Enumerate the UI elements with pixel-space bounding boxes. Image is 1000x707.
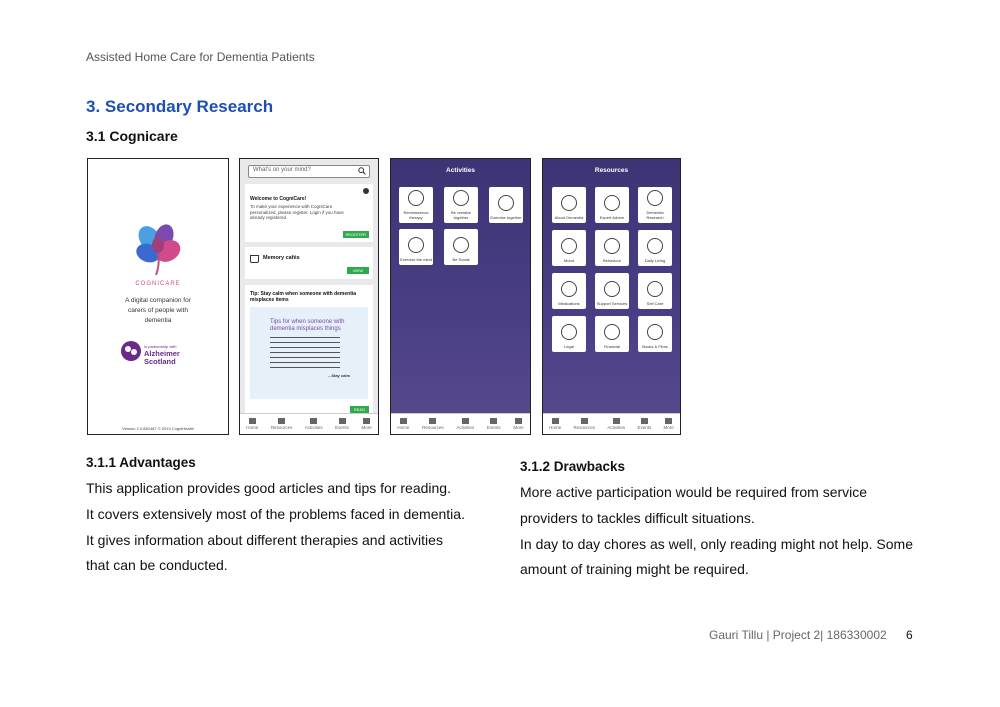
screenshot-home: [239, 158, 379, 435]
menu-icon: [515, 418, 522, 424]
walker-icon: [498, 195, 514, 211]
book-icon: [429, 418, 436, 424]
partner-prefix: in partnership with: [144, 344, 177, 349]
nav-resources[interactable]: Resources: [271, 418, 293, 430]
tip-bullet-lines: [270, 337, 340, 371]
view-button[interactable]: VIEW: [347, 267, 369, 274]
section-title: 3. Secondary Research: [86, 97, 274, 116]
page-number: 6: [906, 628, 913, 642]
building-icon: [604, 281, 620, 297]
nav-activities[interactable]: Activities: [456, 418, 474, 430]
tile-exercise-mind[interactable]: Exercise the mind: [399, 229, 433, 265]
gavel-icon: [561, 324, 577, 340]
research-icon: [647, 190, 663, 206]
screenshot-splash: [87, 158, 229, 435]
tile-be-social[interactable]: Be Social: [444, 229, 478, 265]
tile-exercise[interactable]: Exercise together: [489, 187, 523, 223]
tile-books-films[interactable]: Books & Films: [638, 316, 672, 352]
tile-behaviour[interactable]: Behaviour: [595, 230, 629, 266]
nav-events[interactable]: Events: [335, 418, 349, 430]
tile-support-services[interactable]: Support Services: [595, 273, 629, 309]
nav-resources[interactable]: Resources: [422, 418, 444, 430]
calendar-icon: [339, 418, 346, 424]
tile-reminiscence[interactable]: Reminiscence therapy: [399, 187, 433, 223]
home-icon: [552, 418, 559, 424]
tile-mood[interactable]: Mood: [552, 230, 586, 266]
hands-icon: [647, 281, 663, 297]
nav-activities[interactable]: Activities: [607, 418, 625, 430]
search-icon: [358, 167, 366, 175]
head-icon: [408, 190, 424, 206]
section-subtitle: 3.1 Cognicare: [86, 128, 178, 144]
activities-icon: [462, 418, 469, 424]
brain-icon: [408, 237, 424, 253]
partner-name: Alzheimer Scotland: [144, 349, 180, 366]
running-header: Assisted Home Care for Dementia Patients: [86, 50, 315, 64]
home-icon: [400, 418, 407, 424]
tile-daily-living[interactable]: Daily Living: [638, 230, 672, 266]
tile-medications[interactable]: Medications: [552, 273, 586, 309]
info-icon: [363, 188, 369, 194]
palette-icon: [453, 190, 469, 206]
behaviour-icon: [604, 238, 620, 254]
cognicare-logo-icon: [128, 219, 188, 279]
drawbacks-text: More active participation would be required from service providers to tackles difficult situations. In day to day chores as well, only reading might not help. Some amount of training might be required.: [520, 484, 913, 578]
advantages-heading: 3.1.1 Advantages: [86, 455, 196, 470]
drawbacks-heading: 3.1.2 Drawbacks: [520, 459, 626, 474]
book-icon: [581, 418, 588, 424]
screenshot-activities: [390, 158, 531, 435]
nav-activities[interactable]: Activities: [305, 418, 323, 430]
tagline: A digital companion for carers of people with dementia: [125, 297, 191, 324]
advantages-text: This application provides good articles and tips for reading. It covers extensively most of the problems faced in dementia. It gives information about different therapies and activities that can be conducted.: [86, 480, 465, 574]
alzheimer-scotland-logo-icon: [120, 339, 142, 363]
activities-icon: [310, 418, 317, 424]
footer-text: Gauri Tillu | Project 2| 186330002: [709, 628, 887, 642]
calendar-icon: [490, 418, 497, 424]
nav-more[interactable]: More: [513, 418, 523, 430]
nav-home[interactable]: Home: [246, 418, 258, 430]
nav-more[interactable]: More: [361, 418, 371, 430]
tile-expert-advice[interactable]: Expert Advice: [595, 187, 629, 223]
doctor-icon: [604, 195, 620, 211]
search-input[interactable]: What's on your mind?: [248, 165, 370, 178]
pills-icon: [561, 281, 577, 297]
tile-legal[interactable]: Legal: [552, 316, 586, 352]
nav-home[interactable]: Home: [549, 418, 561, 430]
chart-icon: [604, 324, 620, 340]
screenshot-resources: [542, 158, 681, 435]
calendar-icon: [641, 418, 648, 424]
brain-icon: [561, 195, 577, 211]
tip-illustration: Tips for when someone with dementia misplaces things ...Stay calm: [250, 307, 368, 399]
people-icon: [453, 237, 469, 253]
tile-dementia-research[interactable]: Dementia Research: [638, 187, 672, 223]
nav-events[interactable]: Events: [637, 418, 651, 430]
version-text: Version 2.0.882487 © 2019 CogniHealth: [122, 426, 194, 431]
menu-icon: [665, 418, 672, 424]
book-icon: [278, 418, 285, 424]
film-icon: [647, 324, 663, 340]
nav-events[interactable]: Events: [487, 418, 501, 430]
tile-be-creative[interactable]: Be creative together: [444, 187, 478, 223]
tile-about-dementia[interactable]: About Dementia: [552, 187, 586, 223]
read-button[interactable]: READ: [350, 406, 369, 413]
activities-icon: [613, 418, 620, 424]
nav-more[interactable]: More: [664, 418, 674, 430]
house-icon: [647, 238, 663, 254]
mood-icon: [561, 238, 577, 254]
bottom-nav: [240, 413, 378, 434]
memory-cafes-card: Memory cafés VIEW: [245, 247, 373, 279]
tile-financial[interactable]: Financial: [595, 316, 629, 352]
resources-title: Resources: [594, 167, 629, 174]
tile-self-care[interactable]: Self Care: [638, 273, 672, 309]
nav-resources[interactable]: Resources: [574, 418, 596, 430]
home-icon: [249, 418, 256, 424]
bottom-nav: [543, 413, 680, 434]
cup-icon: [250, 255, 259, 263]
welcome-card: Welcome to CogniCare! To make your experience with CogniCare personalized, please register. Login if you have already registered. REGISTER: [245, 184, 373, 242]
activities-title: Activities: [446, 167, 475, 174]
tip-card: Tip: Stay calm when someone with dementia misplaces items Tips for when someone with dementia misplaces things ...Stay calm READ: [245, 285, 373, 413]
menu-icon: [363, 418, 370, 424]
register-button[interactable]: REGISTER: [343, 231, 369, 238]
nav-home[interactable]: Home: [397, 418, 409, 430]
bottom-nav: [391, 413, 530, 434]
brand-name: COGNICARE: [135, 281, 181, 287]
